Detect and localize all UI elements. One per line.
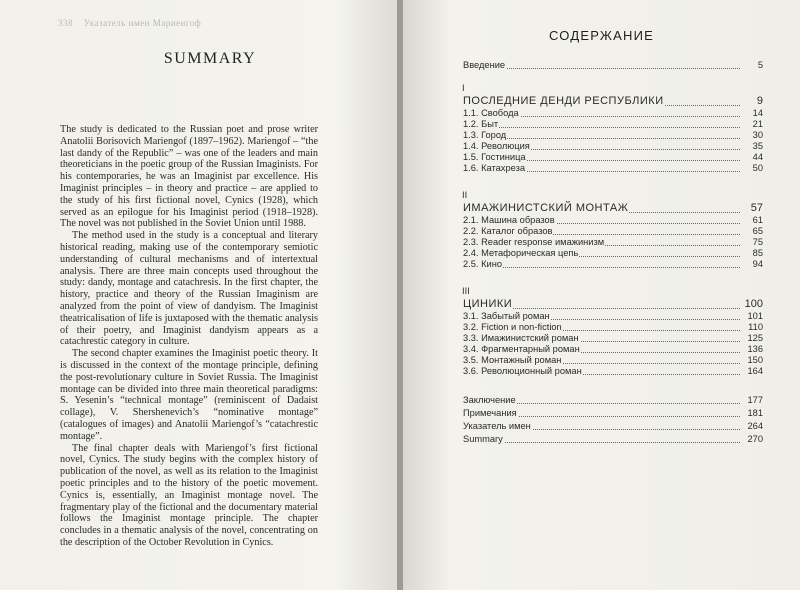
toc-entry-page: 164 (747, 366, 763, 376)
toc-part-title: ЦИНИКИ (463, 298, 513, 310)
toc-entry (462, 237, 764, 248)
toc-entry (462, 333, 764, 344)
toc-part-title: ИМАЖИНИСТСКИЙ МОНТАЖ (463, 202, 629, 214)
toc-entry-label: 1.2. Быт (463, 119, 499, 129)
toc-part-page: 57 (750, 202, 763, 214)
toc-entry (462, 226, 764, 237)
toc-entry-page: 270 (747, 434, 763, 444)
toc-part-title-row (462, 94, 764, 108)
toc-entry (462, 259, 764, 270)
toc-entry-index (462, 421, 764, 432)
toc-entry-page: 5 (757, 60, 763, 70)
toc-entry-conclusion (462, 395, 764, 406)
toc-entry-page: 14 (752, 108, 763, 118)
toc-entry-label: 3.1. Забытый роман (463, 311, 550, 321)
toc-entry-page: 44 (752, 152, 763, 162)
toc-entry-page: 21 (752, 119, 763, 129)
toc-entry-page: 94 (752, 259, 763, 269)
toc-entry (462, 215, 764, 226)
toc-entry (462, 163, 764, 174)
running-head-page-number: 338 (58, 18, 73, 28)
toc-part-numeral: III (462, 286, 470, 296)
toc-part-numeral: II (462, 190, 468, 200)
toc-entry-page: 75 (752, 237, 763, 247)
toc-entry (462, 141, 764, 152)
running-head-text: Указатель имен Мариенгоф (83, 18, 202, 28)
toc-entry-summary (462, 434, 764, 445)
toc-part-page: 9 (756, 95, 763, 107)
toc-entry-label: 2.1. Машина образов (463, 215, 555, 225)
toc-entry-label: 1.6. Катахреза (463, 163, 526, 173)
summary-title: SUMMARY (163, 50, 257, 67)
toc-entry-label: 1.3. Город (463, 130, 507, 140)
toc-entry (462, 322, 764, 333)
toc-entry (462, 248, 764, 259)
toc-entry-intro (462, 60, 764, 71)
toc-part-title-row (462, 201, 764, 215)
toc-entry-label: 3.2. Fiction и non-fiction (463, 322, 562, 332)
toc-entry-label: Summary (463, 434, 503, 444)
toc-entry-page: 125 (747, 333, 763, 343)
toc-part-title-row (462, 297, 764, 311)
toc-entry-label: 1.1. Свобода (463, 108, 519, 118)
toc-entry-page: 264 (747, 421, 763, 431)
toc-entry-label: 1.4. Революция (463, 141, 530, 151)
toc-entry-page: 181 (747, 408, 763, 418)
toc-entry-notes (462, 408, 764, 419)
toc-entry (462, 311, 764, 322)
summary-body (60, 124, 318, 549)
toc-entry-page: 61 (752, 215, 763, 225)
toc-entry-page: 101 (747, 311, 763, 321)
toc-entry-page: 150 (747, 355, 763, 365)
toc-entry-page: 136 (747, 344, 763, 354)
toc-entry-page: 30 (752, 130, 763, 140)
toc-entry-label: 3.3. Имажинистский роман (463, 333, 579, 343)
toc-entry-label: 3.6. Революционный роман (463, 366, 582, 376)
toc-entry-label: 2.2. Каталог образов (463, 226, 553, 236)
contents-title: СОДЕРЖАНИЕ (548, 28, 654, 43)
summary-paragraph-1: The study is dedicated to the Russian poet and prose writer Anatolii Borisovich Mariengof (1897–1962). Mariengof – “the last dandy of the Republic” – was one of the leaders and main theoreticians in the poetic group of the Russian Imaginists. For his contemporaries, he was an Imaginist par excellence. His Imaginist principles – in theory and practice – are applied to the study of his first fictional novel, Cynics (1928), which served as an epilogue for his Imaginist period (1918–1928). The novel was not published in the Soviet Union until 1988. (60, 124, 318, 230)
toc-entry-label: 2.4. Метафорическая цепь (463, 248, 579, 258)
toc-entry (462, 108, 764, 119)
toc-entry-page: 65 (752, 226, 763, 236)
toc-entry-label: 2.3. Reader response имажинизм (463, 237, 605, 247)
toc-entry (462, 355, 764, 366)
toc-entry-page: 110 (748, 322, 763, 332)
toc-entry (462, 152, 764, 163)
toc-entry-label: 1.5. Гостиница (463, 152, 526, 162)
running-head (58, 18, 358, 28)
toc-entry-page: 35 (752, 141, 763, 151)
toc-part-page: 100 (744, 298, 763, 310)
summary-paragraph-4: The final chapter deals with Mariengof’s first fictional novel, Cynics. The study begins with the complex history of publication of the novel, as well as its relation to the Imaginist poetic principles and to the history of the poetic movement. Cynics is, essentially, an Imaginist montage novel. The fragmentary play of the fictional and the documentary material follows the Imaginist montage principle. The chapter concludes in a thematic analysis of the novel, concentrating on the description of the October Revolution in Cynics. (60, 442, 318, 548)
toc-part-title: ПОСЛЕДНИЕ ДЕНДИ РЕСПУБЛИКИ (463, 95, 664, 107)
toc-entry-label: Введение (463, 60, 506, 70)
summary-paragraph-2: The method used in the study is a conceptual and literary historical reading, making use of the contemporary semiotic understanding of cultural mechanisms and of intertextual analysis. There are three main concepts used throughout the study: dandy, montage and catachresis. In the first chapter, the history, practice and theory of the Russian Imaginism are analyzed from the point of view of dandyism. The Imaginist theatricalisation of life is juxtaposed with the thematic analysis of their poetry, and Imaginist dandyism appears as a catachrestic category in culture. (60, 230, 318, 348)
toc-entry-label: Заключение (463, 395, 516, 405)
toc-part-numeral: I (462, 83, 465, 93)
toc-entry-label: Примечания (463, 408, 517, 418)
toc-entry (462, 344, 764, 355)
toc-entry-label: 2.5. Кино (463, 259, 503, 269)
toc-entry (462, 366, 764, 377)
toc-entry-label: Указатель имен (463, 421, 531, 431)
toc-entry-label: 3.5. Монтажный роман (463, 355, 562, 365)
toc-entry-page: 177 (747, 395, 763, 405)
toc-entry (462, 130, 764, 141)
left-page (0, 0, 397, 590)
toc-entry-page: 50 (752, 163, 763, 173)
toc-entry (462, 119, 764, 130)
toc-entry-label: 3.4. Фрагментарный роман (463, 344, 580, 354)
toc-entry-page: 85 (752, 248, 763, 258)
table-of-contents (462, 60, 764, 445)
summary-paragraph-3: The second chapter examines the Imaginist poetic theory. It is discussed in the context of the montage principle, defining the post-revolutionary culture in Soviet Russia. The Imaginist montage can be divided into three main theoretical paradigms: S. Yesenin’s “technical montage” (reminiscent of Dadaist collage), V. Shershenevich’s “nominative montage” (catalogues of images) and Anatolii Mariengof’s “catachrestic montage”. (60, 348, 318, 442)
